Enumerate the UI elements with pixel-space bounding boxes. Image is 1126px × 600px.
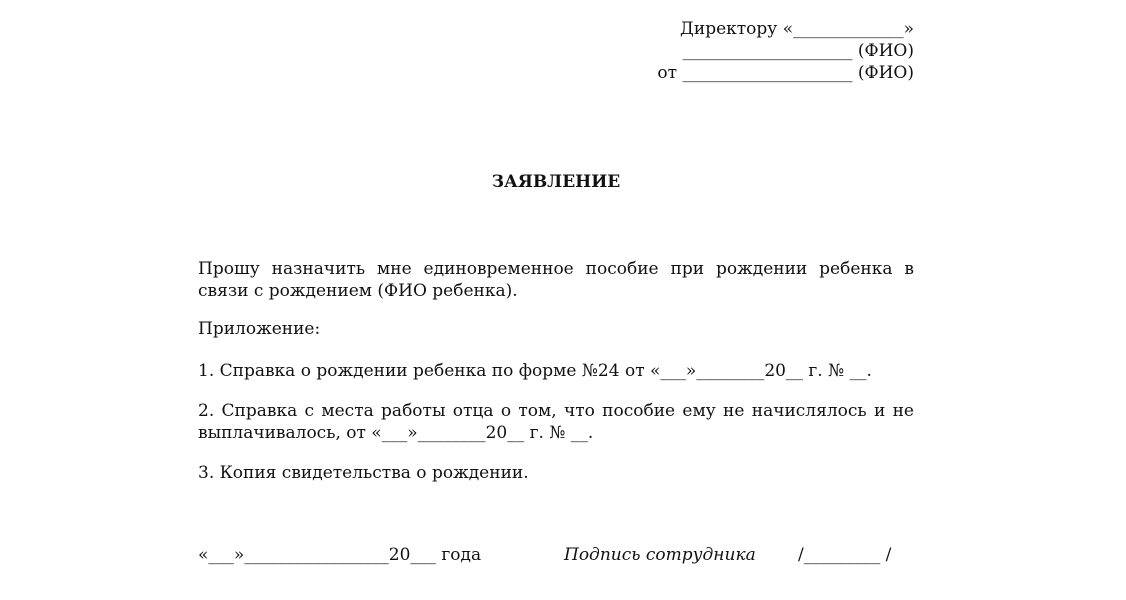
appendix-label: Приложение:: [198, 319, 321, 339]
sender-fio-line: от ____________________ (ФИО): [657, 63, 914, 83]
appendix-item-3: 3. Копия свидетельства о рождении.: [198, 463, 529, 483]
request-paragraph: Прошу назначить мне единовременное пособие при рождении ребенка в связи с рождением (ФИО ребенка).: [198, 259, 914, 301]
signature-label: Подпись сотрудника: [564, 545, 756, 565]
date-line: «___»_________________20___ года: [198, 545, 482, 565]
appendix-item-1: 1. Справка о рождении ребенка по форме №24 от «___»________20__ г. № __.: [198, 361, 872, 381]
signature-line: /_________ /: [798, 545, 892, 565]
addressee-fio-line: ____________________ (ФИО): [682, 41, 914, 61]
addressee-director-line: Директору «_____________»: [680, 19, 914, 39]
appendix-item-2: 2. Справка с места работы отца о том, что пособие ему не начислялось и не выплачивалось, от «___»________20__ г. № __.: [198, 401, 914, 443]
document-title: ЗАЯВЛЕНИЕ: [491, 172, 621, 192]
